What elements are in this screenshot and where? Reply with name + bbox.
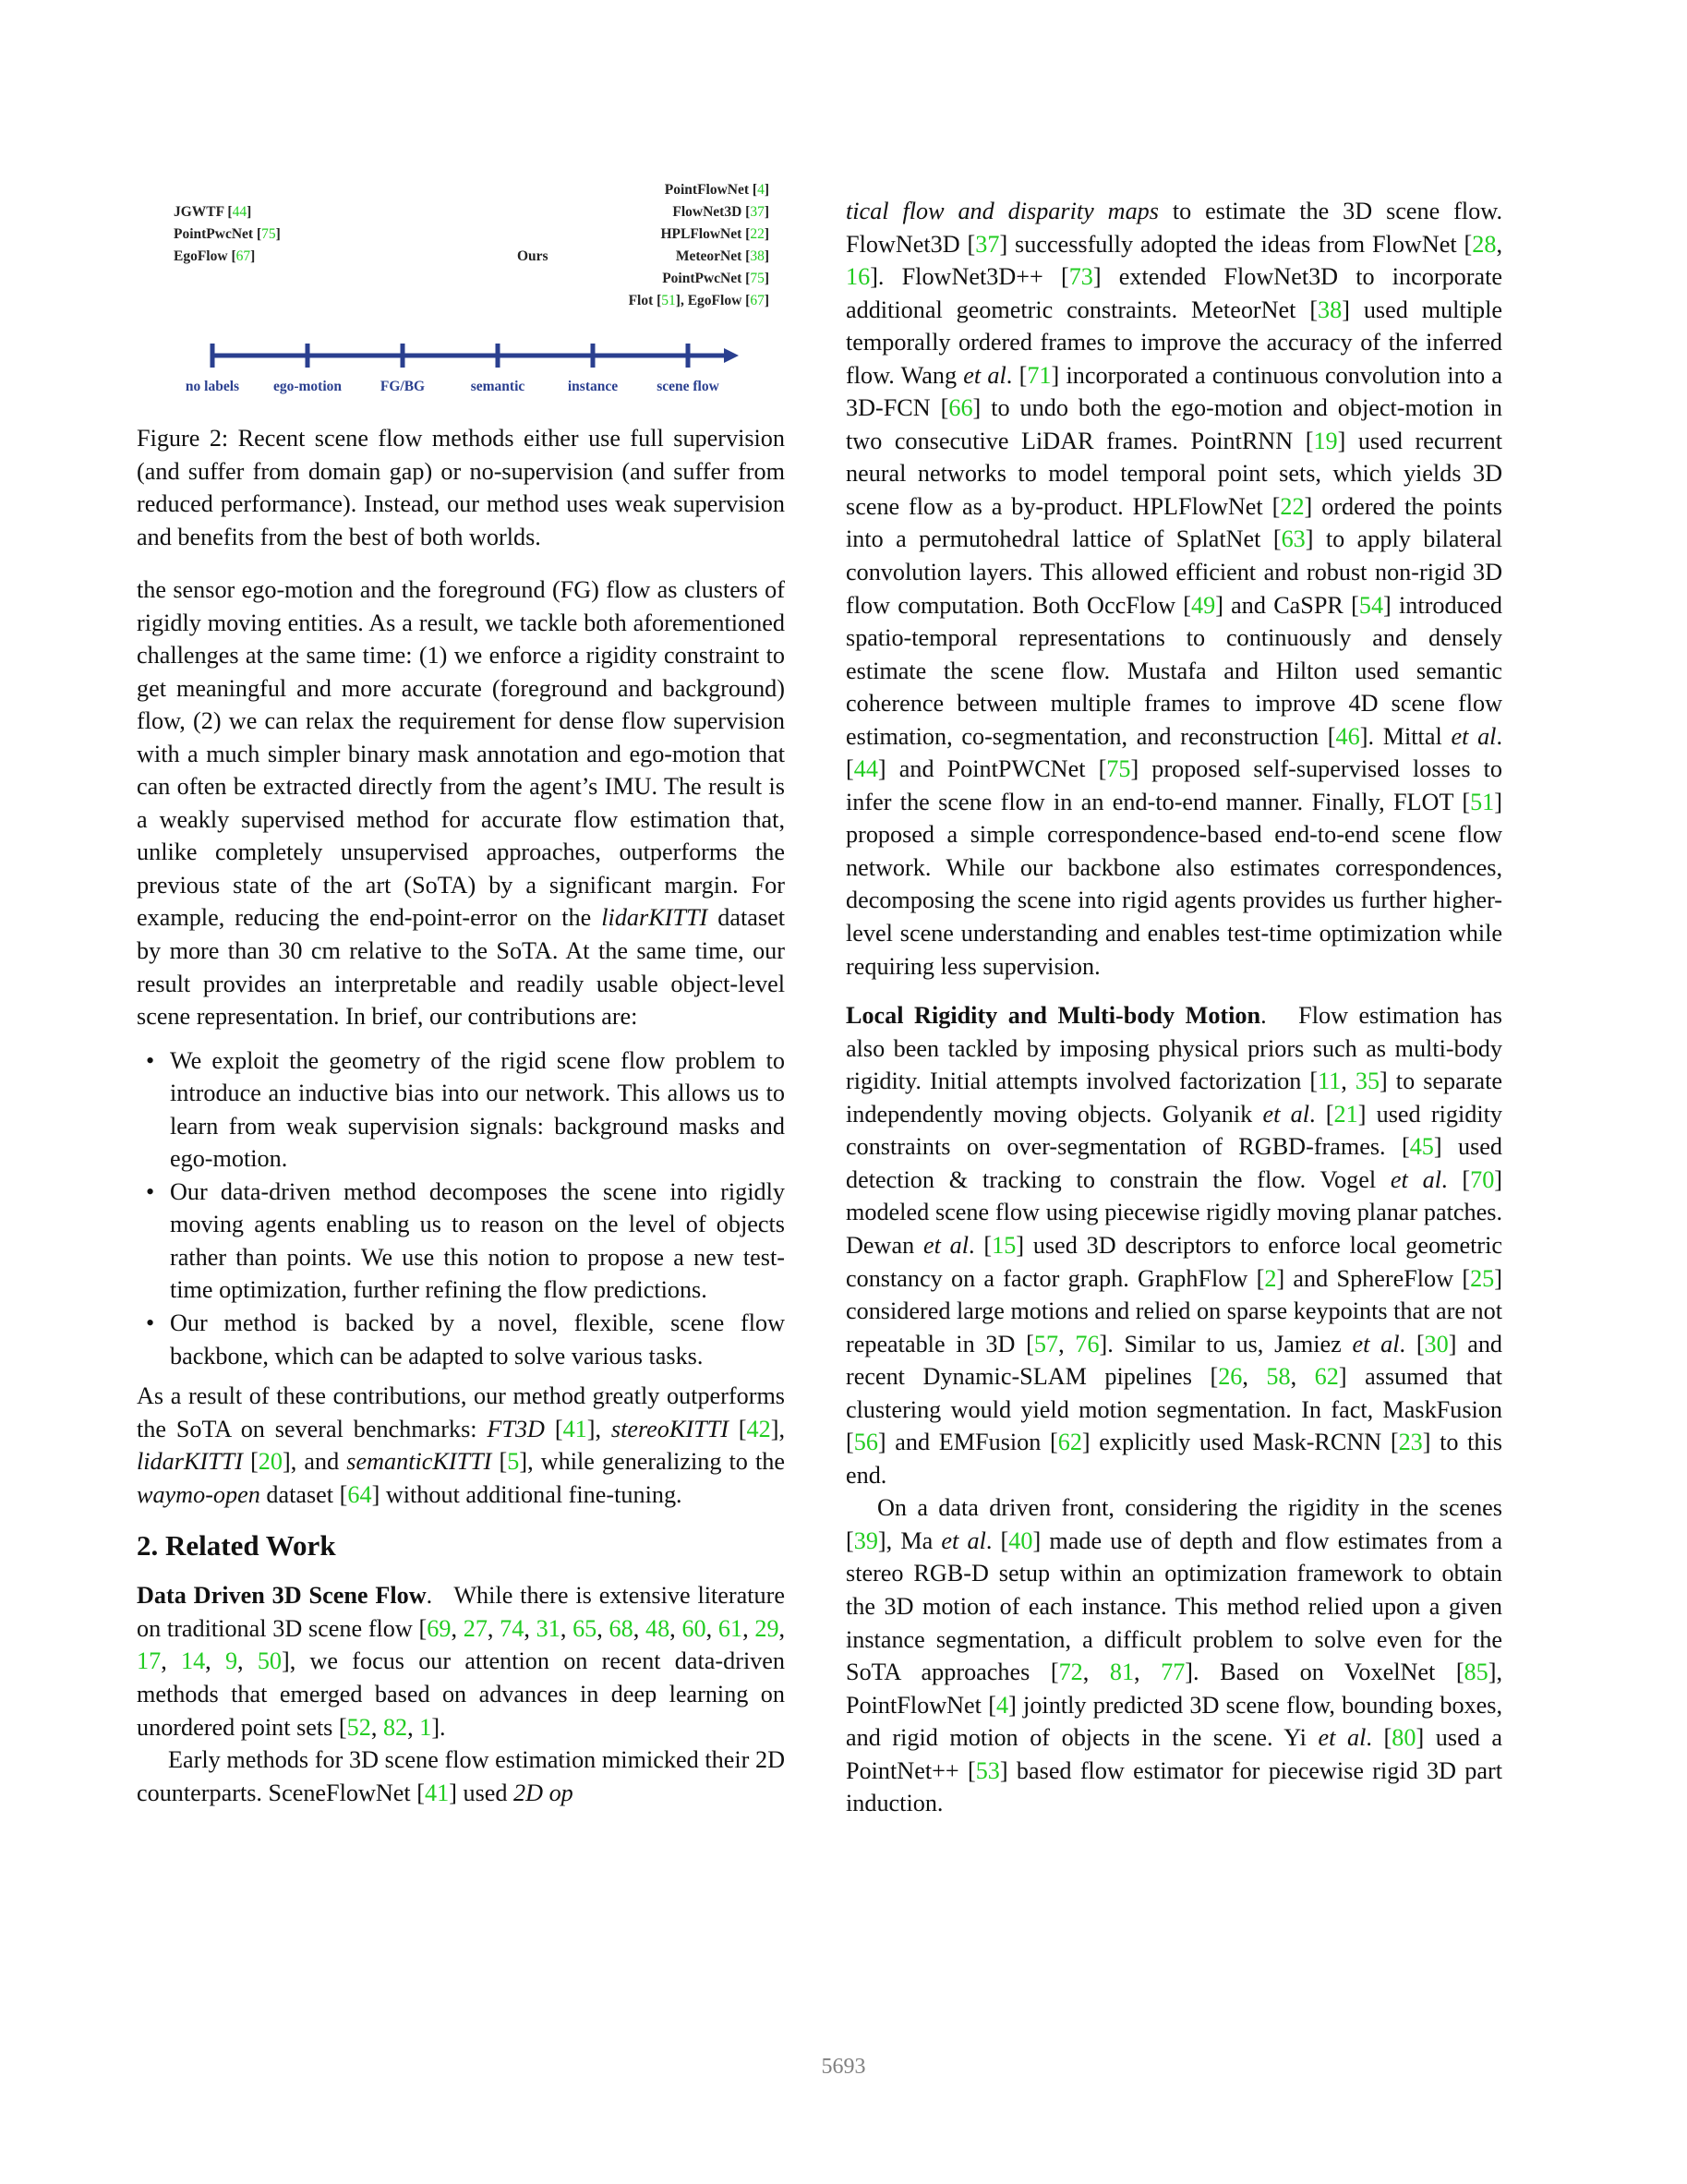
paragraph-heading: Data Driven 3D Scene Flow	[137, 1582, 427, 1610]
text: to this end.	[846, 1429, 1502, 1489]
text: used recurrent neural networks to model temporal point sets, which yields 3D scene flow as a by-product. HPLFlowNet	[846, 427, 1502, 520]
citation-link[interactable]: 75	[1106, 755, 1131, 783]
text: While there is extensive literature on traditional 3D scene flow	[137, 1582, 785, 1642]
axis-label-instance: instance	[567, 379, 619, 394]
citation-link[interactable]: 49	[1191, 591, 1216, 619]
citation-link[interactable]: 80	[1392, 1724, 1416, 1752]
text: , we focus our attention on recent data-driven methods that emerged based on advances in deep learning on unordered point sets	[137, 1647, 786, 1741]
citation-link[interactable]: 61	[717, 1614, 743, 1642]
citation-link[interactable]: 37	[750, 204, 765, 220]
citation-link[interactable]: 23	[1398, 1429, 1423, 1456]
citation-link[interactable]: 81	[1109, 1659, 1135, 1686]
citation-link[interactable]: 26	[1218, 1363, 1243, 1391]
citation-link[interactable]: 62	[1057, 1429, 1082, 1456]
text: based flow estimator for piecewise rigid 3D part induction.	[846, 1756, 1503, 1817]
citation-link[interactable]: 62	[1314, 1363, 1339, 1391]
text: proposed a simple correspondence-based end-to-end scene flow network. While our backbone also estimates correspondences, decomposing the scene into rigid agents provides us further higher-level scene understanding and enables test-time optimization while requiring less supervision.	[846, 821, 1502, 980]
citation-link[interactable]: 72	[1058, 1659, 1083, 1686]
contribution-item	[137, 1044, 785, 1176]
bullet-icon: •	[146, 1309, 155, 1337]
bullet-icon: •	[146, 1177, 155, 1205]
citation-link[interactable]: 37	[975, 230, 1000, 258]
citation-link[interactable]: 65	[572, 1614, 597, 1642]
fig-label-ours: Ours	[517, 248, 548, 264]
text: Flow estimation has also been tackled by imposing physical priors such as multi-body rigidity. Initial attempts involved factorization	[846, 1002, 1503, 1095]
citation-link[interactable]: 85	[1464, 1659, 1488, 1686]
text: tical flow and disparity maps	[846, 198, 1159, 224]
figure-caption: Figure 2: Recent scene flow methods either use full supervision (and suffer from domain gap) or no-supervision (and suffer from reduced performance). Instead, our method uses weak supervision and benefits from the best of both worlds.	[137, 425, 785, 550]
citation-link[interactable]: 75	[261, 226, 276, 242]
citation-link[interactable]: 29	[754, 1614, 779, 1642]
early-methods-paragraph: Early methods for 3D scene flow estimation mimicked their 2D counterparts. SceneFlowNet [41] used 2D op	[137, 1746, 785, 1806]
text: et al	[1352, 1330, 1400, 1357]
text: 2D op	[513, 1779, 573, 1806]
citation-link[interactable]: 1	[419, 1713, 432, 1741]
page-number: 5693	[821, 2055, 866, 2079]
fig-label-flownet3d: FlowNet3D [37]	[672, 204, 769, 220]
citation-link[interactable]: 14	[180, 1647, 206, 1675]
text: used 3D descriptors to enforce local geometric constancy on a factor graph. GraphFlow	[846, 1231, 1502, 1292]
text: et al	[941, 1526, 986, 1554]
text: and recent Dynamic-SLAM pipelines	[846, 1330, 1503, 1391]
citation-link[interactable]: 28	[1472, 230, 1497, 258]
method-name: PointPwcNet	[174, 226, 254, 242]
text: and EMFusion	[886, 1429, 1050, 1456]
text: to apply bilateral convolution layers. This allowed efficient and robust non-rigid 3D flow computation. Both OccFlow	[846, 525, 1502, 619]
citation-link[interactable]: 38	[750, 248, 765, 264]
text: jointly predicted 3D scene flow, bounding boxes, and rigid motion of objects in the scene. Yi	[846, 1691, 1503, 1752]
citation-link[interactable]: 17	[137, 1647, 162, 1675]
fig-label-pointpwcnet-right: PointPwcNet [75]	[662, 271, 769, 286]
citation-link[interactable]: 68	[609, 1614, 633, 1642]
text: proposed self-supervised losses to infer the scene flow in an end-to-end manner. Finally, FLOT	[846, 755, 1502, 815]
text: .	[1308, 1100, 1326, 1128]
citation-link[interactable]: 64	[347, 1480, 372, 1508]
dataset-name: waymo-open	[137, 1480, 260, 1508]
text: . Similar to us, Jamiez	[1107, 1330, 1353, 1357]
text: .	[969, 1231, 984, 1259]
text: .	[1441, 1165, 1463, 1193]
method-name: EgoFlow	[174, 248, 228, 264]
citation-link[interactable]: 15	[992, 1231, 1017, 1259]
citation-link[interactable]: 16	[846, 263, 871, 291]
text: used a PointNet++	[846, 1724, 1502, 1784]
text: .	[440, 1713, 446, 1741]
text: Early methods for 3D scene flow estimation mimicked their 2D counterparts. SceneFlowNet	[137, 1746, 785, 1806]
text: et al	[1318, 1724, 1367, 1752]
bullet-icon: •	[146, 1046, 155, 1074]
citation-link[interactable]: 25	[1470, 1264, 1495, 1292]
citation-link[interactable]: 21	[1333, 1100, 1358, 1128]
citation-link[interactable]: 2	[1264, 1264, 1277, 1292]
citation-link[interactable]: 4	[757, 182, 765, 198]
fig-label-flot-egoflow: Flot [51], EgoFlow [67]	[628, 293, 769, 308]
text: , while generalizing to the	[527, 1448, 785, 1476]
citation-link[interactable]: 63	[1281, 525, 1306, 553]
citation-link[interactable]: 45	[1409, 1133, 1434, 1161]
citation-link[interactable]: 27	[463, 1614, 488, 1642]
method-name: HPLFlowNet	[660, 226, 742, 242]
citation-link[interactable]: 20	[258, 1448, 283, 1476]
method-name: MeteorNet	[675, 248, 742, 264]
axis-label-semantic: semantic	[470, 379, 525, 394]
text: . Mittal	[1368, 722, 1452, 750]
intro-paragraph	[137, 573, 785, 1033]
text: et al	[922, 1231, 970, 1259]
dataset-name: lidarKITTI	[137, 1448, 243, 1476]
citation-link[interactable]: 39	[853, 1526, 878, 1554]
text: used rigidity constraints on over-segmentation of RGBD-frames.	[846, 1100, 1502, 1161]
text: .	[1366, 1724, 1384, 1752]
citation-link[interactable]: 30	[1424, 1330, 1449, 1357]
text: used detection & tracking to constrain the flow. Vogel	[846, 1133, 1502, 1193]
axis-label-ego-motion: ego-motion	[272, 379, 343, 394]
text: to estimate the 3D scene flow. FlowNet3D	[846, 198, 1502, 258]
citation-link[interactable]: 57	[1033, 1330, 1059, 1357]
citation-link[interactable]: 76	[1075, 1330, 1100, 1357]
text: .	[1496, 722, 1502, 750]
method-name: Flot	[628, 293, 654, 308]
data-driven-paragraph: Data Driven 3D Scene Flow. While there is extensive literature on traditional 3D scene flow [69, 27, 74, 31, 65, 68, 48, 60, 61, 29, 17, 14, 9, 50], we focus our attention on recent data-driven methods that emerged based on advances in deep learning on unordered point sets [52, 82, 1].	[137, 1582, 786, 1741]
citation-link[interactable]: 53	[975, 1756, 1000, 1784]
citation-link[interactable]: 51	[1470, 788, 1495, 815]
data-driven-front-paragraph: On a data driven front, considering the rigidity in the scenes [39], Ma et al. [40] made use of depth and flow estimates from a stereo RGB-D setup within an optimization framework to obtain the 3D motion of each instance. This method relied upon a given instance segmentation, a difficult problem to solve even for the SoTA approaches [72, 81, 77]. Based on VoxelNet [85], PointFlowNet [4] jointly predicted 3D scene flow, bounding boxes, and rigid motion of objects in the scene. Yi et al. [80] used a PointNet++ [53] based flow estimator for piecewise rigid 3D part induction.	[846, 1494, 1503, 1817]
text: the sensor ego-motion and the foreground (FG) flow as clusters of rigidly moving entities. As a result, we tackle both aforementioned challenges at the same time: (1) we enforce a rigidity constraint to get meaningful and more accurate (foreground and background) flow, (2) we can relax the requirement for dense flow supervision with a much simpler binary mask annotation and ego-motion that can often be extracted directly from the agent’s IMU. The result is a weakly supervised method for accurate flow estimation that, unlike completely unsupervised approaches, outperforms the previous state of the art (SoTA) by a significant margin. For example, reducing the end-point-error on the	[137, 576, 785, 932]
citation-link[interactable]: 67	[750, 293, 765, 308]
dataset-name: semanticKITTI	[346, 1448, 492, 1476]
citation-link[interactable]: 19	[1313, 427, 1338, 454]
contribution-item	[137, 1307, 785, 1372]
method-name: , EgoFlow	[680, 293, 742, 308]
citation-link[interactable]: 77	[1161, 1659, 1186, 1686]
citation-link[interactable]: 48	[645, 1614, 670, 1642]
citation-link[interactable]: 75	[750, 271, 765, 286]
text: used multiple temporally ordered frames to improve the accuracy of the inferred flow. Wang	[846, 296, 1502, 389]
text: successfully adopted the ideas from FlowNet	[1007, 230, 1464, 258]
citation-link[interactable]: 67	[235, 248, 251, 264]
dataset-name: lidarKITTI	[601, 904, 708, 932]
text: et al	[1262, 1100, 1309, 1128]
citation-link[interactable]: 22	[1280, 492, 1305, 520]
results-paragraph: As a result of these contributions, our method greatly outperforms the SoTA on several benchmarks: FT3D [41], stereoKITTI [42], lidarKITTI [20], and semanticKITTI [5], while generalizing to the waymo-open dataset [64] without additional fine-tuning.	[137, 1382, 785, 1508]
citation-link[interactable]: 58	[1266, 1363, 1291, 1391]
citation-link[interactable]: 56	[853, 1429, 878, 1456]
citation-link[interactable]: 35	[1355, 1068, 1380, 1095]
text: to undo both the ego-motion and object-motion in two consecutive LiDAR frames. PointRNN	[846, 394, 1502, 454]
text: We exploit the geometry of the rigid scene flow problem to introduce an inductive bias into our network. This allows us to learn from weak supervision signals: background masks and ego-motion.	[170, 1046, 785, 1173]
text: and PointPWCNet	[886, 755, 1099, 783]
citation-link[interactable]: 9	[224, 1647, 238, 1675]
text: et al	[1390, 1165, 1441, 1193]
text: assumed that clustering would yield motion segmentation. In fact, MaskFusion	[846, 1363, 1503, 1423]
citation-link[interactable]: 22	[750, 226, 765, 242]
text: et al	[1451, 722, 1497, 750]
method-name: PointFlowNet	[664, 182, 750, 198]
citation-link[interactable]: 70	[1470, 1165, 1495, 1193]
text: et al	[963, 361, 1006, 389]
continued-paragraph: tical flow and disparity maps to estimate the 3D scene flow. FlowNet3D [37] successfully adopted the ideas from FlowNet [28, 16]. FlowNet3D++ [73] extended FlowNet3D to incorporate additional geometric constraints. MeteorNet [38] used multiple temporally ordered frames to improve the accuracy of the inferred flow. Wang et al. [71] incorporated a continuous convolution into a 3D-FCN [66] to undo both the ego-motion and object-motion in two consecutive LiDAR frames. PointRNN [19] used recurrent neural networks to model temporal point sets, which yields 3D scene flow as a by-product. HPLFlowNet [22] ordered the points into a permutohedral lattice of SplatNet [63] to apply bilateral convolution layers. This allowed efficient and robust non-rigid 3D flow computation. Both OccFlow [49] and CaSPR [54] introduced spatio-temporal representations to continuously and densely estimate the scene flow. Mustafa and Hilton used semantic coherence between multiple frames to improve 4D scene flow estimation, co-segmentation, and reconstruction [46]. Mittal et al. [44] and PointPWCNet [75] proposed self-supervised losses to infer the scene flow in an end-to-end manner. Finally, FLOT [51] proposed a simple correspondence-based end-to-end scene flow network. While our backbone also estimates correspondences, decomposing the scene into rigid agents provides us further higher-level scene understanding and enables test-time optimization while requiring less supervision.	[846, 198, 1502, 980]
fig-label-meteornet: MeteorNet [38]	[675, 248, 769, 264]
text: made use of depth and flow estimates from a stereo RGB-D setup within an optimization framework to obtain the 3D motion of each instance. This method relied upon a given instance segmentation, a difficult problem to solve even for the SoTA approaches	[846, 1526, 1502, 1686]
citation-link[interactable]: 66	[948, 394, 973, 422]
text: As a result of these contributions, our method greatly outperforms the SoTA on several benchmarks:	[137, 1382, 785, 1442]
text: ordered the points into a permutohedral lattice of SplatNet	[846, 492, 1502, 553]
text: .	[1006, 361, 1019, 389]
section-heading-related-work: 2. Related Work	[137, 1529, 336, 1563]
text: , and	[290, 1448, 347, 1476]
citation-link[interactable]: 44	[232, 204, 247, 220]
text: On a data driven front, considering the rigidity in the scenes	[877, 1494, 1502, 1522]
text: Our data-driven method decomposes the scene into rigidly moving agents enabling us to reason on the level of objects rather than points. We use this notion to propose a new test-time optimization, further refining the flow predictions.	[170, 1177, 785, 1304]
citation-link[interactable]: 4	[995, 1691, 1009, 1719]
text: .	[985, 1526, 1001, 1554]
text: Our method is backed by a novel, flexible, scene flow backbone, which can be adapted to solve various tasks.	[170, 1309, 785, 1370]
citation-link[interactable]: 69	[427, 1614, 452, 1642]
citation-link[interactable]: 41	[425, 1779, 450, 1806]
text: to separate independently moving objects. Golyanik	[846, 1068, 1502, 1128]
text: without additional fine-tuning.	[380, 1480, 682, 1508]
citation-link[interactable]: 82	[382, 1713, 408, 1741]
right-column	[846, 195, 1502, 1820]
text: dataset	[259, 1480, 340, 1508]
citation-link[interactable]: 60	[681, 1614, 706, 1642]
method-name: JGWTF	[174, 204, 224, 220]
citation-link[interactable]: 31	[536, 1614, 560, 1642]
citation-link[interactable]: 52	[346, 1713, 371, 1741]
citation-link[interactable]: 44	[853, 755, 878, 783]
citation-link[interactable]: 5	[507, 1448, 520, 1476]
text: modeled scene flow using piecewise rigidly moving planar patches. Dewan	[846, 1199, 1502, 1259]
method-name: FlowNet3D	[672, 204, 742, 220]
local-rigidity-paragraph: Local Rigidity and Multi-body Motion. Flow estimation has also been tackled by imposing physical priors such as multi-body rigidity. Initial attempts involved factorization [11, 35] to separate independently moving objects. Golyanik et al. [21] used rigidity constraints on over-segmentation of RGBD-frames. [45] used detection & tracking to constrain the flow. Vogel et al. [70] modeled scene flow using piecewise rigidly moving planar patches. Dewan et al. [15] used 3D descriptors to enforce local geometric constancy on a factor graph. GraphFlow [2] and SphereFlow [25] considered large motions and relied on sparse keypoints that are not repeatable in 3D [57, 76]. Similar to us, Jamiez et al. [30] and recent Dynamic-SLAM pipelines [26, 58, 62] assumed that clustering would yield motion segmentation. In fact, MaskFusion [56] and EMFusion [62] explicitly used Mask-RCNN [23] to this end.	[846, 1002, 1503, 1489]
citation-link[interactable]: 38	[1318, 296, 1343, 323]
fig-label-egoflow-left: EgoFlow [67]	[174, 248, 256, 264]
citation-link[interactable]: 54	[1358, 591, 1384, 619]
contributions-list	[137, 1044, 785, 1372]
paragraph-heading: Local Rigidity and Multi-body Motion	[846, 1002, 1261, 1030]
text: extended FlowNet3D to incorporate additional geometric constraints. MeteorNet	[846, 263, 1502, 323]
arrowhead-icon	[724, 348, 739, 363]
dataset-name: stereoKITTI	[610, 1415, 729, 1442]
citation-link[interactable]: 71	[1027, 361, 1052, 389]
axis-label-no-labels: no labels	[185, 379, 240, 394]
left-column	[137, 573, 785, 1809]
citation-link[interactable]: 41	[562, 1415, 587, 1442]
axis-label-scene-flow: scene flow	[657, 379, 719, 394]
text: .	[1399, 1330, 1416, 1357]
fig-label-hplflownet: HPLFlowNet [22]	[660, 226, 769, 242]
citation-link[interactable]: 40	[1008, 1526, 1033, 1554]
text: dataset by more than 30 cm relative to the SoTA. At the same time, our result provides an interpretable and readily usable object-level scene representation. In brief, our contributions are:	[137, 904, 785, 1031]
citation-link[interactable]: 11	[1318, 1068, 1342, 1095]
axis-label-fg-bg: FG/BG	[380, 379, 426, 394]
contribution-item	[137, 1176, 785, 1307]
citation-link[interactable]: 42	[746, 1415, 771, 1442]
fig-label-pointpwcnet-left: PointPwcNet [75]	[174, 226, 281, 242]
dataset-name: FT3D	[487, 1415, 545, 1442]
supervision-timeline-axis	[137, 185, 783, 406]
fig-label-jgwtf: JGWTF [44]	[174, 204, 252, 220]
text: , PointFlowNet	[846, 1659, 1503, 1719]
text: , Ma	[886, 1526, 942, 1554]
text: . Based on VoxelNet	[1193, 1659, 1456, 1686]
method-name: PointPwcNet	[662, 271, 742, 286]
text: . FlowNet3D++	[877, 263, 1061, 291]
fig-label-pointflownet: PointFlowNet [4]	[664, 182, 769, 198]
citation-link[interactable]: 46	[1335, 722, 1360, 750]
text: and CaSPR	[1223, 591, 1352, 619]
text: explicitly used Mask-RCNN	[1090, 1429, 1391, 1456]
figure-2	[137, 182, 783, 406]
citation-link[interactable]: 73	[1068, 263, 1093, 291]
text: introduced spatio-temporal representations to continuously and densely estimate the scene flow. Mustafa and Hilton used semantic coherence between multiple frames to improve 4D scene flow estimation, co-segmentation, and reconstruction	[846, 591, 1502, 750]
text: and SphereFlow	[1284, 1264, 1463, 1292]
citation-link[interactable]: 51	[661, 293, 676, 308]
text: incorporated a continuous convolution into a 3D-FCN	[846, 361, 1502, 422]
citation-link[interactable]: 50	[257, 1647, 282, 1675]
citation-link[interactable]: 74	[500, 1614, 524, 1642]
text: considered large motions and relied on sparse keypoints that are not repeatable in 3D	[846, 1297, 1502, 1357]
text: used	[456, 1779, 514, 1806]
